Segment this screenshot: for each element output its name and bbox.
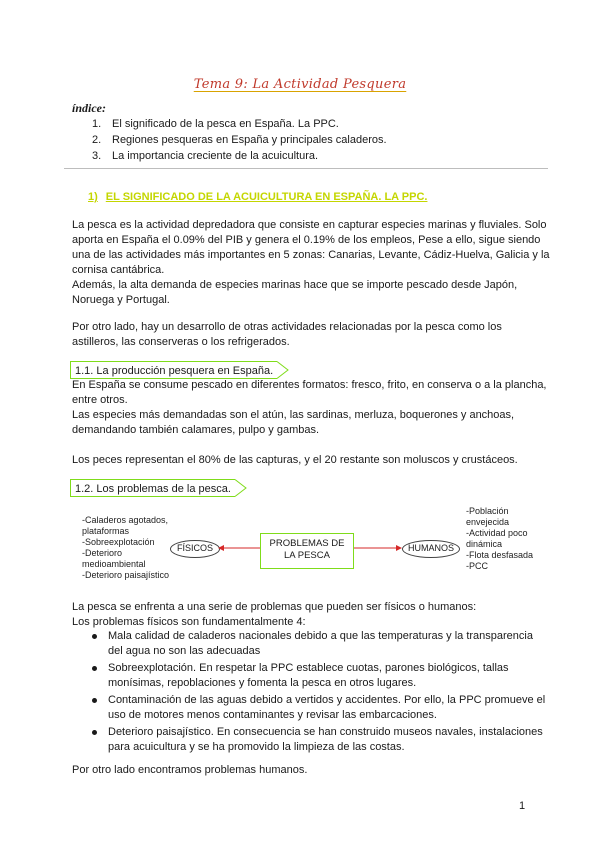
document-title: Tema 9: La Actividad Pesquera (193, 77, 407, 92)
arrow-right-icon (354, 543, 402, 553)
sub1-paragraph-2: Las especies más demandadas son el atún, las sardinas, merluza, boquerones y anchoas, demandando también calamares, pulpo y gambas. (72, 409, 515, 436)
diagram-right-list: -Población envejecida -Actividad poco dinámica -Flota desfasada -PCC (466, 506, 534, 571)
intro-paragraph-1: La pesca es la actividad depredadora que consiste en capturar especies marinas y fluviales. Solo aporta en España el 0.09% del PIB y genera el 0.19% de los empleos, Pese a ello, sigue siendo una de las actividades más importantes en 5 zonas: Canarias, Levante, Cádiz-Huelva, Galicia y la cornisa cantábrica. (72, 219, 550, 276)
page-number: 1 (519, 800, 526, 812)
section-heading (88, 190, 427, 205)
index-item: 2. Regiones pesqueras en España y principales caladeros. (92, 134, 387, 146)
problems-intro (72, 600, 550, 630)
problems-bullet-list (90, 629, 550, 757)
index-list (92, 117, 387, 165)
intro-paragraph-3: Por otro lado, hay un desarrollo de otras actividades relacionadas por la pesca como los astilleros, las conserveras o los refrigerados. (72, 321, 502, 348)
diagram-center-box: PROBLEMAS DE LA PESCA (260, 533, 354, 569)
index-heading: índice: (72, 101, 106, 115)
subheading-arrow-icon (235, 479, 247, 497)
intro-paragraphs (72, 218, 550, 308)
problems-paragraph-2: Los problemas físicos son fundamentalmente 4: (72, 616, 306, 628)
section-number: 1) (88, 191, 98, 203)
sub1-paragraph-1: En España se consume pescado en diferentes formatos: fresco, frito, en conserva o a la plancha, entre otros. (72, 379, 547, 406)
divider (64, 168, 548, 169)
index-item: 1. El significado de la pesca en España. La PPC. (92, 118, 339, 130)
list-item: Deterioro paisajístico. En consecuencia se han construido museos navales, instalaciones para acuicultura y se ha promovido la limpieza de las costas. (90, 725, 550, 755)
list-item: Sobreexplotación. En respetar la PPC establece cuotas, parones biológicos, tallas monísimas, repoblaciones y fomenta la pesca en otros lugares. (90, 661, 550, 691)
sub1-paragraphs (72, 378, 550, 438)
subheading-arrow-icon (277, 361, 289, 379)
subheading-1-1-label: 1.1. La producción pesquera en España. (70, 361, 277, 379)
node-fisicos: FÍSICOS (170, 540, 220, 558)
problems-closing: Por otro lado encontramos problemas humanos. (72, 764, 308, 776)
list-item: Contaminación de las aguas debido a vertidos y accidentes. Por ello, la PPC promueve el uso de motores menos contaminantes y revisar las embarcaciones. (90, 693, 550, 723)
subheading-1-2 (70, 479, 247, 497)
node-humanos: HUMANOS (402, 540, 460, 558)
diagram-left-list: -Caladeros agotados, plataformas -Sobreexplotación -Deterioro medioambiental -Deterioro paisajístico (82, 515, 170, 580)
arrow-left-icon (218, 543, 260, 553)
problems-paragraph-1: La pesca se enfrenta a una serie de problemas que pueden ser físicos o humanos: (72, 601, 477, 613)
subheading-1-1 (70, 361, 289, 379)
intro-paragraph-2: Además, la alta demanda de especies marinas hace que se importe pescado desde Japón, Noruega y Portugal. (72, 279, 518, 306)
section-title: EL SIGNIFICADO DE LA ACUICULTURA EN ESPAÑA. LA PPC. (105, 191, 428, 203)
index-item: 3. La importancia creciente de la acuicultura. (92, 150, 319, 162)
subheading-1-2-label: 1.2. Los problemas de la pesca. (70, 479, 235, 497)
sub1-paragraph-3: Los peces representan el 80% de las capturas, y el 20 restante son moluscos y crustáceos. (72, 454, 518, 466)
list-item: Mala calidad de caladeros nacionales debido a que las temperaturas y la transparencia del agua no son las adecuadas (90, 629, 550, 659)
